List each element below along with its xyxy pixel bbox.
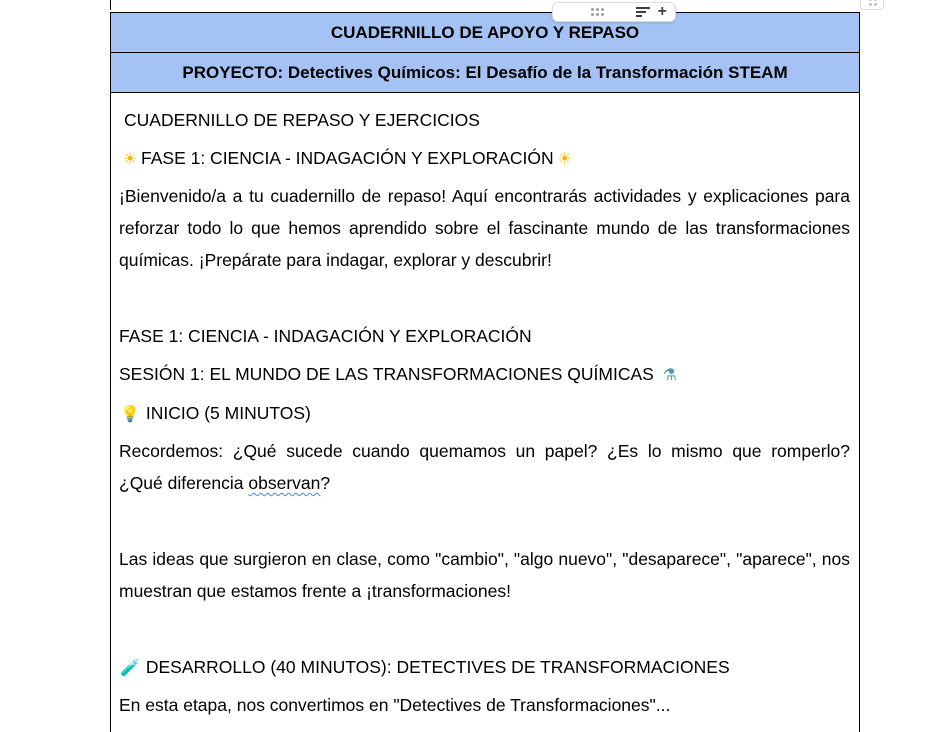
drag-handle-icon[interactable]	[591, 8, 604, 16]
recordemos-line-1: Recordemos: ¿Qué sucede cuando quemamos un papel? ¿Es lo mismo que romperlo?	[119, 441, 850, 461]
sun-icon: ☀	[122, 149, 138, 168]
cut-off-line: En esta etapa, nos convertimos en "Detectives de Transformaciones"...	[119, 695, 671, 715]
phase-emoji-title: ☀ FASE 1: CIENCIA - INDAGACIÓN Y EXPLORACIÓN ☀	[119, 142, 850, 175]
text-cursor	[110, 0, 111, 10]
phase-title: FASE 1: CIENCIA - INDAGACIÓN Y EXPLORACIÓN	[119, 326, 532, 346]
flask-icon: ⚗	[662, 365, 677, 384]
inicio-heading: 💡 INICIO (5 MINUTOS)	[119, 397, 850, 430]
sun-icon: ☀	[557, 149, 572, 168]
project-title-row[interactable]	[111, 53, 859, 93]
desarrollo-heading: 🧪 DESARROLLO (40 MINUTOS): DETECTIVES DE TRANSFORMACIONES	[119, 651, 850, 684]
table-header-row[interactable]	[111, 13, 859, 53]
sort-icon[interactable]	[636, 7, 650, 17]
lightbulb-icon: 💡	[120, 404, 140, 423]
section-heading: CUADERNILLO DE REPASO Y EJERCICIOS	[124, 110, 480, 130]
table-corner-handle[interactable]	[860, 0, 884, 10]
session-title: SESIÓN 1: EL MUNDO DE LAS TRANSFORMACIONES QUÍMICAS ⚗	[119, 358, 850, 391]
table-toolbar[interactable]	[552, 2, 676, 22]
table-header-title: CUADERNILLO DE APOYO Y REPASO	[330, 22, 640, 42]
document-table	[110, 12, 860, 732]
welcome-paragraph: ¡Bienvenido/a a tu cuadernillo de repaso! Aquí encontrarás actividades y explicaciones para reforzar todo lo que hemos aprendido sobre el fascinante mundo de las transformaciones químicas. ¡Prepárate para indagar, explorar y descubrir!	[119, 186, 850, 270]
project-title: PROYECTO: Detectives Químicos: El Desafío de la Transformación STEAM	[182, 62, 788, 82]
recordemos-line-2: ¿Qué diferencia observan?	[119, 473, 331, 493]
ideas-paragraph: Las ideas que surgieron en clase, como "cambio", "algo nuevo", "desaparece", "aparece", nos muestran que estamos frente a ¡transformaciones!	[119, 549, 850, 601]
add-icon[interactable]: +	[657, 3, 667, 20]
test-tube-icon: 🧪	[120, 658, 140, 677]
spellcheck-word[interactable]: observan	[248, 473, 321, 493]
